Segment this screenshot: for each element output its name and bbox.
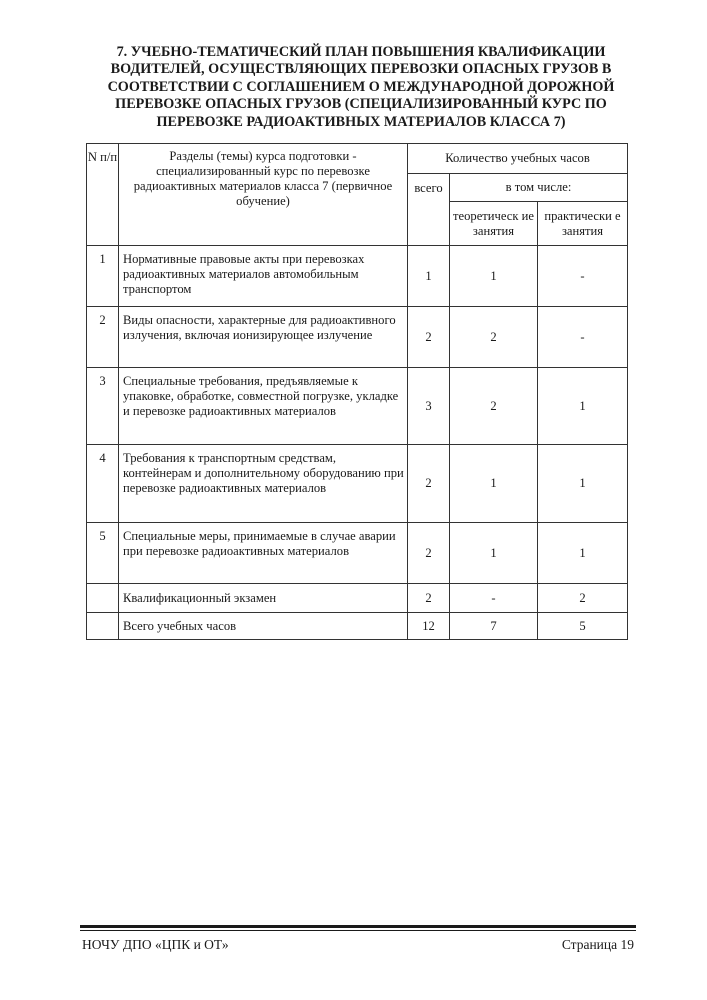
row-theory: 1 xyxy=(450,246,538,307)
footer-divider-thick xyxy=(80,925,636,928)
row-total: 3 xyxy=(408,368,450,445)
header-theory-label: теоретическ ие занятия xyxy=(453,208,534,238)
row-number xyxy=(87,584,119,613)
row-number: 1 xyxy=(87,246,119,307)
table-row xyxy=(87,368,628,445)
header-including-label: в том числе: xyxy=(505,180,572,194)
row-total: 2 xyxy=(408,523,450,584)
row-number: 3 xyxy=(87,368,119,445)
row-theory: 2 xyxy=(450,368,538,445)
row-total: 2 xyxy=(408,445,450,523)
table-header xyxy=(87,144,628,246)
page-title: 7. УЧЕБНО-ТЕМАТИЧЕСКИЙ ПЛАН ПОВЫШЕНИЯ КВАЛИФИКАЦИИ ВОДИТЕЛЕЙ, ОСУЩЕСТВЛЯЮЩИХ ПЕРЕВОЗКИ ОПАСНЫХ ГРУЗОВ В СООТВЕТСТВИИ С СОГЛАШЕНИЕМ О МЕЖДУНАРОДНОЙ ДОРОЖНОЙ ПЕРЕВОЗКЕ ОПАСНЫХ ГРУЗОВ (СПЕЦИАЛИЗИРОВАННЫЙ КУРС ПО ПЕРЕВОЗКЕ РАДИОАКТИВНЫХ МАТЕРИАЛОВ КЛАССА 7) xyxy=(107,44,615,130)
header-topic xyxy=(119,144,408,246)
row-number: 4 xyxy=(87,445,119,523)
row-topic: Всего учебных часов xyxy=(119,613,408,640)
header-hours xyxy=(408,144,628,174)
row-theory: 1 xyxy=(450,523,538,584)
footer-organization: НОЧУ ДПО «ЦПК и ОТ» xyxy=(82,937,229,952)
header-practice xyxy=(538,202,628,246)
row-topic: Специальные меры, принимаемые в случае аварии при перевозке радиоактивных материалов xyxy=(119,523,408,584)
row-theory: - xyxy=(450,584,538,613)
header-total-label: всего xyxy=(414,181,443,195)
table-row xyxy=(87,445,628,523)
header-including xyxy=(450,174,628,202)
row-practice: 2 xyxy=(538,584,628,613)
row-theory: 7 xyxy=(450,613,538,640)
row-theory: 1 xyxy=(450,445,538,523)
row-total: 1 xyxy=(408,246,450,307)
header-total xyxy=(408,174,450,246)
row-practice: 1 xyxy=(538,368,628,445)
footer-page-number: Страница 19 xyxy=(561,937,634,952)
header-number xyxy=(87,144,119,246)
row-topic: Виды опасности, характерные для радиоактивного излучения, включая ионизирующее излучение xyxy=(119,307,408,368)
row-practice: - xyxy=(538,307,628,368)
row-number: 5 xyxy=(87,523,119,584)
header-hours-label: Количество учебных часов xyxy=(445,151,590,165)
table-row xyxy=(87,307,628,368)
row-number: 2 xyxy=(87,307,119,368)
row-total: 2 xyxy=(408,584,450,613)
table-row-exam xyxy=(87,584,628,613)
row-practice: 1 xyxy=(538,523,628,584)
row-topic: Квалификационный экзамен xyxy=(119,584,408,613)
header-practice-label: практически е занятия xyxy=(544,208,621,238)
curriculum-table xyxy=(86,143,628,640)
row-practice: 5 xyxy=(538,613,628,640)
row-total: 12 xyxy=(408,613,450,640)
row-topic: Специальные требования, предъявляемые к упаковке, обработке, совместной погрузке, укладке и перевозке радиоактивных материалов xyxy=(119,368,408,445)
footer-divider-thin xyxy=(80,930,636,931)
header-theory xyxy=(450,202,538,246)
row-topic: Требования к транспортным средствам, контейнерам и дополнительному оборудованию при перевозке радиоактивных материалов xyxy=(119,445,408,523)
table-row-total xyxy=(87,613,628,640)
row-total: 2 xyxy=(408,307,450,368)
row-topic: Нормативные правовые акты при перевозках радиоактивных материалов автомобильным транспортом xyxy=(119,246,408,307)
table-row xyxy=(87,246,628,307)
header-topic-label: Разделы (темы) курса подготовки - специализированный курс по перевозке радиоактивных материалов класса 7 (первичное обучение) xyxy=(133,149,393,208)
row-theory: 2 xyxy=(450,307,538,368)
table-row xyxy=(87,523,628,584)
header-number-label: N п/п xyxy=(87,150,118,164)
row-practice: - xyxy=(538,246,628,307)
row-number xyxy=(87,613,119,640)
row-practice: 1 xyxy=(538,445,628,523)
